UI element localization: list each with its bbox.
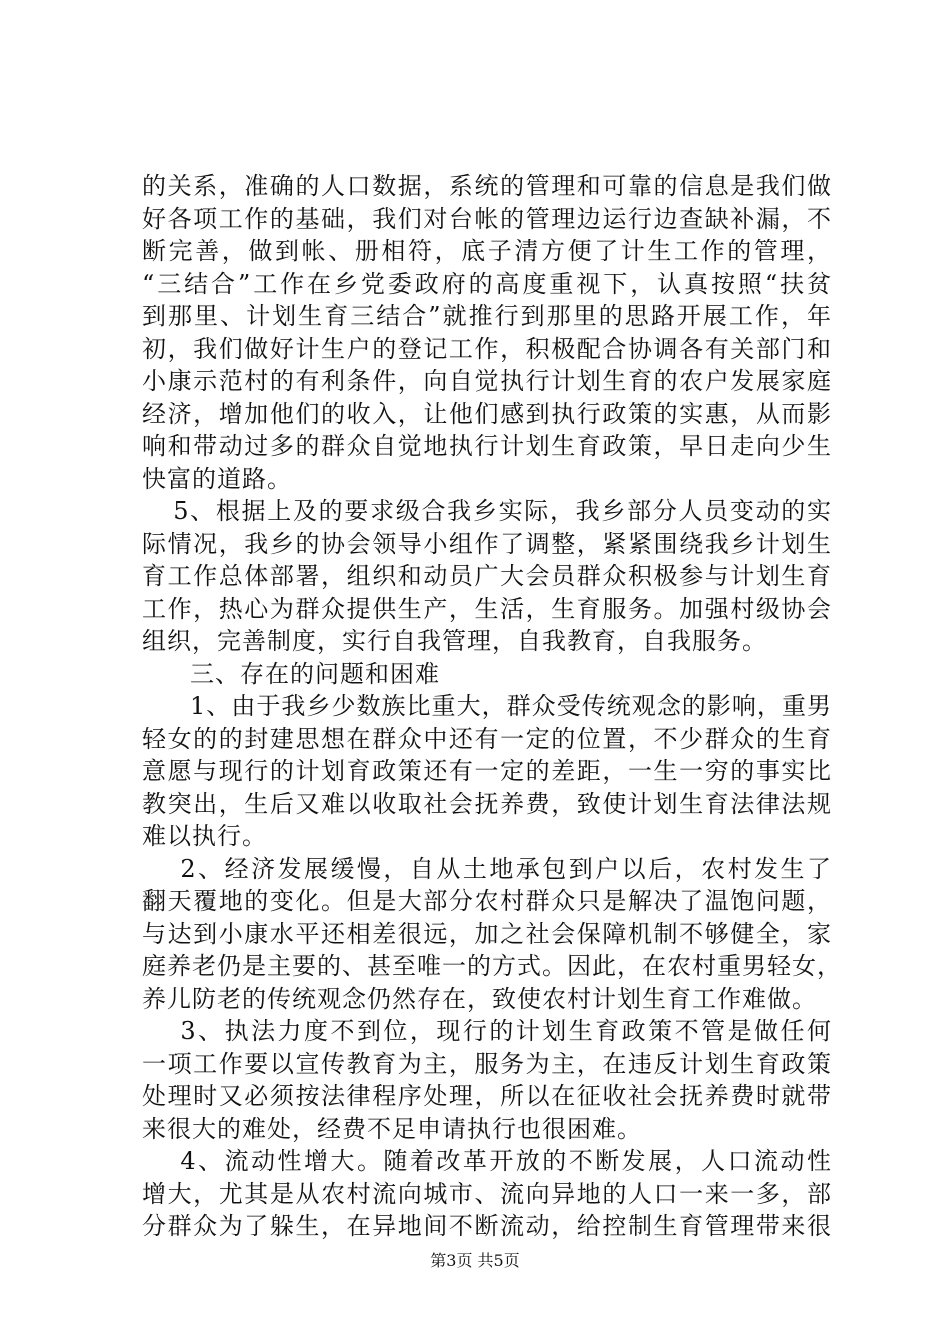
text-line: 三、存在的问题和困难 (190, 659, 440, 688)
page-footer: 第3页 共5页 (430, 1251, 520, 1270)
text-line: 工作，热心为群众提供生产，生活，生育服务。加强村级协会 (142, 594, 832, 623)
text-line: 5、根据上及的要求级合我乡实际，我乡部分人员变动的实 (173, 497, 832, 525)
text-line: 3、执法力度不到位，现行的计划生育政策不管是做任何 (180, 1017, 832, 1045)
text-line: 好各项工作的基础，我们对台帐的管理边运行边查缺补漏，不 (142, 204, 832, 233)
text-line: 4、流动性增大。随着改革开放的不断发展，人口流动性 (180, 1147, 832, 1175)
text-line: 经济，增加他们的收入，让他们感到执行政策的实惠，从而影 (142, 399, 832, 428)
text-line: 难以执行。 (142, 822, 267, 850)
text-line: 际情况，我乡的协会领导小组作了调整，紧紧围绕我乡计划生 (142, 529, 832, 558)
text-line: 育工作总体部署，组织和动员广大会员群众积极参与计划生育 (142, 562, 832, 590)
text-line: 2、经济发展缓慢，自从土地承包到户以后，农村发生了 (180, 854, 832, 883)
text-line: 教突出，生后又难以收取社会抚养费，致使计划生育法律法规 (142, 789, 832, 818)
text-line: 与达到小康水平还相差很远，加之社会保障机制不够健全，家 (142, 919, 832, 948)
text-line: 一项工作要以宣传教育为主，服务为主，在违反计划生育政策 (142, 1049, 832, 1078)
text-line: 增大，尤其是从农村流向城市、流向异地的人口一来一多，部 (142, 1179, 832, 1208)
text-line: 响和带动过多的群众自觉地执行计划生育政策，早日走向少生 (142, 432, 832, 460)
text-line: 1、由于我乡少数族比重大，群众受传统观念的影响，重男 (190, 692, 832, 720)
text-line: 翻天覆地的变化。但是大部分农村群众只是解决了温饱问题， (142, 887, 832, 915)
text-line: 来很大的难处，经费不足申请执行也很困难。 (142, 1114, 642, 1143)
text-line: 小康示范村的有利条件，向自觉执行计划生育的农户发展家庭 (142, 367, 832, 395)
text-line: 断完善，做到帐、册相符，底子清方便了计生工作的管理， (142, 237, 832, 265)
text-line: 初，我们做好计生户的登记工作，积极配合协调各有关部门和 (142, 334, 832, 363)
text-line: “三结合”工作在乡党委政府的高度重视下，认真按照“扶贫 (142, 269, 832, 298)
text-line: 轻女的的封建思想在群众中还有一定的位置，不少群众的生育 (142, 724, 832, 753)
text-line: 养儿防老的传统观念仍然存在，致使农村计划生育工作难做。 (142, 984, 817, 1013)
text-line: 处理时又必须按法律程序处理，所以在征收社会抚养费时就带 (142, 1082, 832, 1110)
text-line: 意愿与现行的计划育政策还有一定的差距，一生一穷的事实比 (142, 757, 832, 785)
text-line: 庭养老仍是主要的、甚至唯一的方式。因此，在农村重男轻女， (142, 952, 842, 980)
text-line: 快富的道路。 (142, 464, 292, 493)
text-line: 的关系，准确的人口数据，系统的管理和可靠的信息是我们做 (142, 172, 832, 200)
text-line: 组织，完善制度，实行自我管理，自我教育，自我服务。 (142, 627, 767, 655)
text-line: 分群众为了躲生，在异地间不断流动，给控制生育管理带来很 (142, 1212, 832, 1240)
document-body (142, 170, 842, 1243)
text-line: 到那里、计划生育三结合”就推行到那里的思路开展工作，年 (142, 302, 832, 330)
